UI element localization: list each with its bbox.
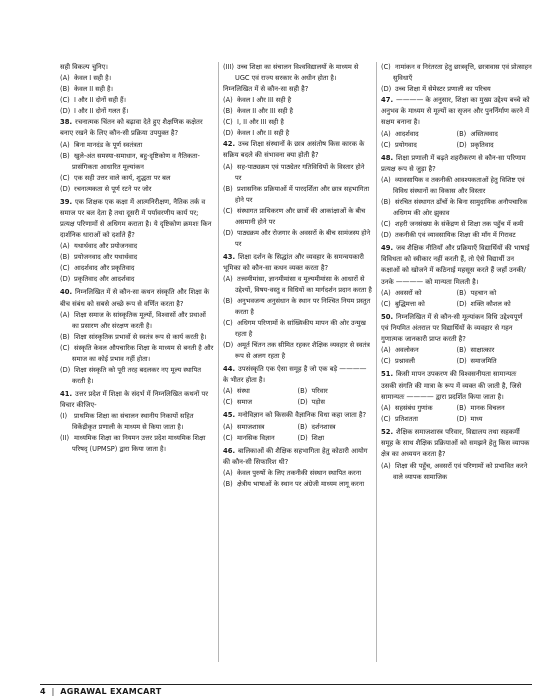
question-stem: निम्नलिखित में से कौन-सी मूल्यांकन विधि उद्देश्यपूर्ण एवं नियमित अंतराल पर विद्यार्थियों के व्यवहार से गहन गुणात्मक जानकारी प्राप्त करती है? xyxy=(381,312,523,344)
option: (C) संस्कृति केवल औपचारिक शिक्षा के माध्यम से बनती है और समाज का कोई प्रभाव नहीं होता। xyxy=(60,343,214,363)
question-stem: बालिकाओं की शैक्षिक सहभागिता हेतु कोठारी आयोग की कौन-सी सिफारिश थी? xyxy=(223,446,368,466)
question-43 xyxy=(223,252,372,362)
question-number: 46. xyxy=(223,446,236,455)
question-41 xyxy=(60,389,214,455)
question-stem: उपसंस्कृति एक ऐसा समूह है जो एक बड़े ———— के भीतर होता है। xyxy=(223,365,367,385)
option: (A) समाजशास्त्र xyxy=(223,422,265,431)
option: (A) अवसरों को xyxy=(381,288,422,297)
question-stem: जब शैक्षिक नीतियाँ और प्रक्रियाएँ विद्यार्थियों की भाषाई विविधता को स्वीकार नहीं करती हैं, तो ऐसे विद्यार्थी उन कक्षाओं को खोजने में कठिनाई महसूस करते हैं जहाँ उनकी/उनके ———— को मान्यता मिलती है। xyxy=(381,244,530,286)
option: (B) प्रशासनिक प्रक्रियाओं में पारदर्शिता और छात्र सहभागिता होने पर xyxy=(223,184,370,204)
question-42 xyxy=(223,139,372,249)
question-46 xyxy=(223,446,372,490)
option: (C) प्रतिशतता xyxy=(381,415,418,424)
option: (A) शिक्षा समाज के सांस्कृतिक मूल्यों, विश्वासों और प्रथाओं का प्रसारण और संरक्षण करती है। xyxy=(60,310,206,330)
question-number: 43. xyxy=(223,252,236,261)
question-number: 48. xyxy=(381,153,394,162)
option: (B) अनुभवजन्य अनुसंधान के स्थान पर निश्चित नियम प्रस्तुत करता है xyxy=(223,297,371,317)
question-number: 50. xyxy=(381,312,394,321)
page-footer xyxy=(40,684,532,697)
question-stem: मनोविज्ञान को किसकी वैज्ञानिक विधा कहा जाता है? xyxy=(238,411,367,420)
option-row xyxy=(223,386,372,397)
question-number: 44. xyxy=(223,365,236,374)
option: (D) प्रकृतिवाद और आदर्शवाद xyxy=(60,275,135,284)
option: (B) दर्शनशास्त्र xyxy=(297,422,336,431)
lead-options xyxy=(223,95,372,139)
question-number: 45. xyxy=(223,411,236,420)
option: (B) प्रयोजनवाद और यथार्थवाद xyxy=(60,253,138,262)
option: (B) मानक विचलन xyxy=(456,404,505,413)
question-50 xyxy=(381,312,532,368)
question-stem: ———— के अनुसार, शिक्षा का मुख्य उद्देश्य बच्चे को अनुभव के माध्यम से मूल्यों का सृजन और पुनर्निर्माण करने में सक्षम बनाना है। xyxy=(381,96,530,127)
page-number: 4 xyxy=(40,686,46,696)
option-row xyxy=(223,397,372,408)
option: (A) यथार्थवाद और प्रयोजनवाद xyxy=(60,242,138,251)
option: (B) क्षेत्रीय भाषाओं के स्थान पर अंग्रेजी माध्यम लागू करना xyxy=(223,480,365,489)
question-44 xyxy=(223,364,372,408)
option: (D) तकनीकी एवं व्यावसायिक शिक्षा की माँग में गिरावट xyxy=(381,231,516,240)
lead-question: निम्नलिखित में से कौन-सा सही है? xyxy=(223,85,309,93)
option: (C) बुद्धिमत्ता को xyxy=(381,299,425,308)
question-stem: शिक्षा प्रणाली में बढ़ते शहरीकरण से कौन-सा परिणाम प्रत्यक्ष रूप से जुड़ा है? xyxy=(381,153,526,173)
question-stem: शिक्षा दर्शन के सिद्धांत और व्यवहार के समन्वयकारी भूमिका को कौन-सा कथन व्यक्त करता है? xyxy=(223,252,364,272)
question-38 xyxy=(60,117,214,194)
option-row xyxy=(381,414,532,425)
footer-divider: | xyxy=(51,686,55,696)
question-number: 41. xyxy=(60,389,73,398)
option: (B) परिवार xyxy=(297,387,328,396)
option-row xyxy=(381,140,532,151)
question-48 xyxy=(381,153,532,241)
question-49 xyxy=(381,243,532,310)
question-51 xyxy=(381,369,532,425)
column-2 xyxy=(218,62,376,662)
intro-options xyxy=(60,73,214,117)
option: (A) तत्त्वमीमांसा, ज्ञानमीमांसा व मूल्यमीमांसा के आधारों से उद्देश्यों, विषय-वस्तु व विधियों का मार्गदर्शन प्रदान करता है xyxy=(223,275,372,295)
option: (A) संस्था xyxy=(223,387,250,396)
column-1 xyxy=(60,62,218,662)
question-47 xyxy=(381,95,532,151)
question-stem: एक शिक्षक एक कक्षा में आत्मनिरीक्षण, नैतिक तर्क व समाज पर बल देता है तथा दूसरी में पर्यावरणीय कार्य पर; प्रत्यक्ष परिणामों से अधिगम कराता है। ये दृष्टिकोण क्रमशः किन दार्शनिक धाराओं को दर्शाते हैं? xyxy=(60,197,212,240)
question-columns xyxy=(60,62,532,662)
option: (C) प्रश्नावली xyxy=(381,357,415,366)
option: (C) अधिगम परिणामों के सांख्यिकीय मापन की ओर उन्मुख रहता है xyxy=(223,319,366,339)
option: (D) शक्ति कौशल को xyxy=(456,299,511,308)
option: (D) उच्च शिक्षा में सेमेस्टर प्रणाली का परिचय xyxy=(381,85,491,93)
option: (C) प्रयोगवाद xyxy=(381,140,417,149)
question-number: 52. xyxy=(381,428,394,437)
question-number: 51. xyxy=(381,370,394,379)
option-row xyxy=(381,356,532,367)
option: (A) सहसंबंध गुणांक xyxy=(381,404,433,413)
option: (D) शिक्षा xyxy=(297,433,325,442)
option: (D) शिक्षा संस्कृति को पूरी तरह बदलकर नए मूल्य स्थापित करती है। xyxy=(60,365,201,385)
question-40 xyxy=(60,287,214,386)
option: (A) शिक्षा की पहुँच, अवसरों एवं परिणामों को प्रभावित करने वाले व्यापक सामाजिक xyxy=(381,461,528,481)
option-row xyxy=(381,345,532,356)
option-row xyxy=(223,433,372,444)
option: (D) प्रकृतिवाद xyxy=(456,140,494,149)
option-row xyxy=(223,422,372,433)
question-stem: उच्च शिक्षा संस्थानों के छात्र असंतोष किस कारक के सक्रिय बदले की संभावना क्या होती है? xyxy=(223,140,365,160)
question-number: 42. xyxy=(223,140,236,149)
option: (A) आदर्शवाद xyxy=(381,129,419,138)
question-stem: किसी मापन उपकरण की विश्वसनीयता सामान्यतः उसकी संगति की मात्रा के रूप में व्यक्त की जाती है, जिसे सामान्यतः ———— द्वारा प्रदर्शित किया जाता है। xyxy=(381,370,522,401)
option: (A) केवल पुरुषों के लिए तकनीकी संस्थान स्थापित करना xyxy=(223,469,362,478)
option: (C) I और II दोनों सही हैं। xyxy=(60,96,126,105)
option: (B) खुले-अंत समस्या-समाधान, बहु-दृष्टिकोण व नैतिकता-प्रासंगिकता आधारित मूल्यांकन xyxy=(60,151,200,171)
option: (C) एक सही उत्तर वाले कार्य, शुद्धता पर बल xyxy=(60,173,171,182)
option: (A) केवल I और III सही है xyxy=(223,96,292,105)
option: (C) I, II और III सही है xyxy=(223,118,284,127)
brand-logo: AGRAWAL EXAMCART xyxy=(60,686,162,696)
statement: (II) माध्यमिक शिक्षा का नियमन उत्तर प्रदेश माध्यमिक शिक्षा परिषद् (UPMSP) द्वारा किया जाता है। xyxy=(60,434,206,454)
column-3 xyxy=(376,62,532,662)
option: (D) रचनात्मकता से पूर्ण रटने पर जोर xyxy=(60,184,152,193)
option: (B) साक्षात्कार xyxy=(456,346,495,355)
question-stem: रचनात्मक चिंतन को बढ़ावा देते हुए शैक्षणिक कक्षेतर बनाए रखने के लिए कौन-सी प्रक्रिया उपयुक्त है? xyxy=(60,118,203,138)
question-number: 38. xyxy=(60,118,73,127)
question-45 xyxy=(223,410,372,443)
statement: (I) प्राथमिक शिक्षा का संचालन स्थानीय निकायों सहित विकेंद्रीकृत प्रणाली के माध्यम से किया जाता है। xyxy=(60,412,194,432)
option: (C) आदर्शवाद और प्रकृतिवाद xyxy=(60,264,135,273)
option-row xyxy=(381,129,532,140)
option: (D) समाजमिति xyxy=(456,357,497,366)
option: (A) अवलोकन xyxy=(381,346,419,355)
question-stem: शैक्षिक समाजशास्त्र परिवार, विद्यालय तथा सहकर्मी समूह के साथ शैक्षिक प्रक्रियाओं को समझने हेतु किस व्यापक क्षेत्र का अध्ययन करता है? xyxy=(381,428,530,459)
option: (C) संस्थागत प्राथिकरण और छात्रों की आकांक्षाओं के बीच असमानी होने पर xyxy=(223,206,366,226)
question-number: 40. xyxy=(60,288,73,297)
option: (C) नामांकन व निरंतरता हेतु छात्रवृत्ति, छात्रावास एवं प्रोत्साहन सुविधाएँ xyxy=(381,63,532,82)
option-row xyxy=(381,403,532,414)
option: (D) केवल I और II सही है xyxy=(223,129,290,138)
option: (C) शहरी जनसंख्या के संकेंद्रण से शिक्षा तक पहुँच में कमी xyxy=(381,220,524,229)
option: (B) पहचान को xyxy=(456,288,497,297)
option: (B) केवल II सही है। xyxy=(60,85,114,94)
question-number: 49. xyxy=(381,244,394,253)
question-stem: उत्तर प्रदेश में शिक्षा के संदर्भ में निम्नलिखित कथनों पर विचार कीजिए- xyxy=(60,389,209,410)
question-number: 47. xyxy=(381,96,394,104)
intro-instruction: सही विकल्प चुनिए। xyxy=(60,63,109,71)
option-row xyxy=(381,299,532,310)
question-39 xyxy=(60,197,214,286)
option: (B) केवल II और III सही है xyxy=(223,107,294,116)
option: (D) पाठ्यक्रम और रोजगार के अवसरों के बीच सामंजस्य होने पर xyxy=(223,228,371,248)
option: (B) संरचित संस्थागत ढाँचों के बिना सामुदायिक अनौपचारिक अधिगम की ओर झुकाव xyxy=(381,198,528,218)
question-52 xyxy=(381,427,532,483)
option: (A) व्यावसायिक व तकनीकी आवश्यकताओं हेतु विशिष्ट एवं विविध संस्थानों का विकास और विस्तार xyxy=(381,176,525,196)
option-row xyxy=(381,288,532,299)
option: (D) पड़ोस xyxy=(297,398,325,407)
option: (D) I और II दोनों गलत हैं। xyxy=(60,107,129,116)
option: (D) माध्य xyxy=(456,415,483,424)
option: (A) बिना मानदंड के पूर्ण स्वतंत्रता xyxy=(60,140,143,149)
option: (D) अमूर्त चिंतन तक सीमित रहकर शैक्षिक व्यवहार से स्वतंत्र रूप से अलग रहता है xyxy=(223,341,370,361)
statement: (III) उच्च शिक्षा का संचालन विश्वविद्यालयों के माध्यम से UGC एवं राज्य सरकार के अधीन होता है। xyxy=(223,63,359,82)
option: (A) सह-पाठ्यक्रम एवं पाठ्येतर गतिविधियों के विस्तार होने पर xyxy=(223,162,365,182)
option: (C) समाज xyxy=(223,398,253,407)
option: (B) अस्तित्ववाद xyxy=(456,129,498,138)
question-stem: निम्नलिखित में से कौन-सा कथन संस्कृति और शिक्षा के बीच संबंध को सबसे अच्छे रूप से वर्णित करता है? xyxy=(60,288,210,308)
top-band xyxy=(0,0,554,4)
question-number: 39. xyxy=(60,197,73,206)
option: (C) मानसिक विज्ञान xyxy=(223,433,275,442)
option: (A) केवल I सही है। xyxy=(60,74,112,83)
option: (B) शिक्षा सांस्कृतिक प्रभावों से स्वतंत्र रूप से कार्य करती है। xyxy=(60,332,207,341)
